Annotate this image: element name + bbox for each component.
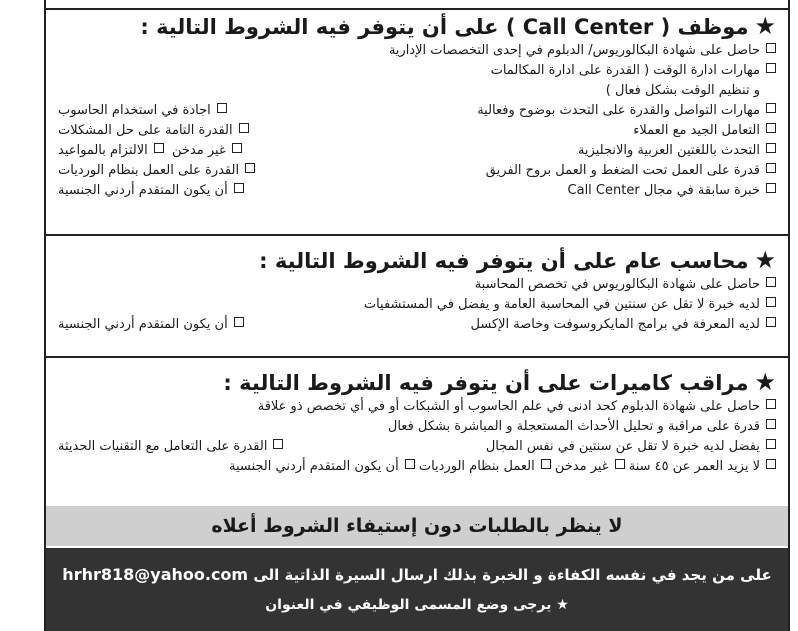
checkbox-icon bbox=[766, 317, 776, 327]
footer-banner bbox=[46, 548, 788, 631]
section-divider bbox=[44, 356, 790, 358]
checkbox-icon bbox=[232, 143, 242, 153]
list-item: مهارات التواصل والقدرة على التحدث بوضوح وفعالية اجادة في استخدام الحاسوب bbox=[58, 101, 776, 121]
checkbox-icon bbox=[766, 297, 776, 307]
list-item: لديه المعرفة في برامج المايكروسوفت وخاصة الإكسل أن يكون المتقدم أردني الجنسية bbox=[58, 315, 776, 335]
checkbox-icon bbox=[766, 103, 776, 113]
list-item: و تنظيم الوقت بشكل فعال ) bbox=[605, 83, 760, 98]
checkbox-icon bbox=[234, 183, 244, 193]
list-item: حاصل على شهادة البكالوريوس في تخصص المحاسبة bbox=[58, 275, 776, 295]
checkbox-icon bbox=[766, 399, 776, 409]
checkbox-icon bbox=[766, 277, 776, 287]
section-heading: ★موظف ( Call Center ) على أن يتوفر فيه الشروط التالية : bbox=[140, 12, 776, 40]
email-link[interactable]: hrhr818@yahoo.com bbox=[62, 565, 249, 584]
checkbox-icon bbox=[766, 143, 776, 153]
star-icon: ★ bbox=[556, 597, 569, 613]
checkbox-icon bbox=[154, 143, 164, 153]
notice-banner: لا ينظر بالطلبات دون إستيفاء الشروط أعلاه bbox=[46, 506, 788, 546]
section-divider bbox=[44, 234, 790, 236]
checkbox-icon bbox=[766, 123, 776, 133]
list-item: يفضل لديه خبرة لا تقل عن سنتين في نفس المجال القدرة على التعامل مع التقنيات الحديثة bbox=[58, 437, 776, 457]
checkbox-icon bbox=[273, 439, 283, 449]
star-icon: ★ bbox=[754, 368, 776, 396]
star-icon: ★ bbox=[754, 246, 776, 274]
list-item: التحدث باللغتين العربية والانجليزية غير مدخن الالتزام بالمواعيد bbox=[58, 141, 776, 161]
checkbox-icon bbox=[541, 459, 551, 469]
list-item: قدرة على العمل تحت الضغط و العمل بروح الفريق القدرة على العمل بنظام الورديات bbox=[58, 161, 776, 181]
section-accountant bbox=[46, 246, 788, 335]
list-item: قدرة على مراقبة و تحليل الأحداث المستعجلة و المباشرة بشكل فعال bbox=[58, 417, 776, 437]
list-item: لا يزيد العمر عن ٤٥ سنة غير مدخن العمل بنظام الورديات أن يكون المتقدم أردني الجنسية bbox=[58, 457, 776, 477]
list-item: لديه خبرة لا تقل عن سنتين في المحاسبة العامة و يفضل في المستشفيات bbox=[58, 295, 776, 315]
section-heading: ★مراقب كاميرات على أن يتوفر فيه الشروط التالية : bbox=[223, 368, 776, 396]
checkbox-icon bbox=[217, 103, 227, 113]
checkbox-icon bbox=[239, 123, 249, 133]
checkbox-icon bbox=[766, 63, 776, 73]
top-divider bbox=[44, 0, 790, 10]
list-item: مهارات ادارة الوقت ( القدرة على ادارة المكالمات bbox=[58, 61, 776, 81]
checkbox-icon bbox=[615, 459, 625, 469]
checkbox-icon bbox=[405, 459, 415, 469]
checkbox-icon bbox=[766, 439, 776, 449]
checkbox-icon bbox=[234, 317, 244, 327]
section-heading: ★محاسب عام على أن يتوفر فيه الشروط التالية : bbox=[259, 246, 776, 274]
star-icon: ★ bbox=[754, 12, 776, 40]
list-item: التعامل الجيد مع العملاء القدرة التامة على حل المشكلات bbox=[58, 121, 776, 141]
footer-line-1: على من يجد في نفسه الكفاءة و الخبرة بذلك ارسال السيرة الذاتية الى hrhr818@yahoo.com bbox=[62, 565, 772, 584]
section-call-center bbox=[46, 12, 788, 201]
checkbox-icon bbox=[766, 419, 776, 429]
footer-line-2: ★ يرجى وضع المسمى الوظيفي في العنوان bbox=[265, 597, 569, 613]
checkbox-icon bbox=[766, 43, 776, 53]
checkbox-icon bbox=[766, 163, 776, 173]
checkbox-icon bbox=[766, 183, 776, 193]
section-camera-monitor bbox=[46, 368, 788, 477]
checkbox-icon bbox=[245, 163, 255, 173]
list-item: حاصل على شهادة الدبلوم كحد ادنى في علم الحاسوب أو الشبكات أو في أي تخصص ذو علاقة bbox=[58, 397, 776, 417]
checkbox-icon bbox=[766, 459, 776, 469]
list-item: خبرة سابقة في مجال Call Center أن يكون المتقدم أردني الجنسية bbox=[58, 181, 776, 201]
list-item: حاصل على شهادة البكالوريوس/ الدبلوم في إحدى التخصصات الإدارية bbox=[58, 41, 776, 61]
